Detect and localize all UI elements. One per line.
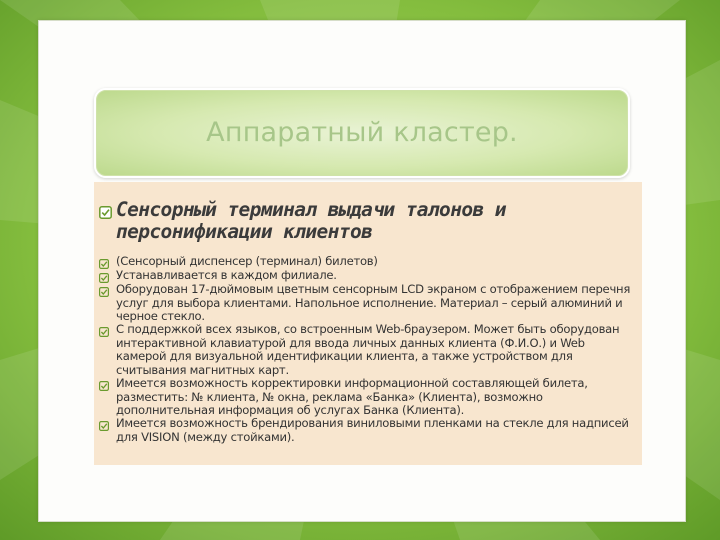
checkbox-bullet-icon bbox=[99, 287, 109, 300]
checkbox-bullet-icon bbox=[99, 381, 109, 394]
title-box bbox=[94, 88, 630, 178]
sub-bullet-text: Устанавливается в каждом филиале. bbox=[116, 268, 337, 282]
checkbox-bullet-icon bbox=[99, 206, 112, 222]
sub-bullet-text: Имеется возможность корректировки информационной составляющей билета, разместить: № клиента, № окна, реклама «Банка» (Клиента), возможно дополнительная информация об услугах Банка (Клиента). bbox=[116, 376, 588, 417]
sub-bullet-text: (Сенсорный диспенсер (терминал) билетов) bbox=[116, 254, 378, 268]
sub-bullet-text: С поддержкой всех языков, со встроенным Web-браузером. Может быть оборудован интерактивной клавиатурой для ввода личных данных клиента (Ф.И.О.) и Web камерой для визуальной идентификации клиента, а также устройством для считывания магнитных карт. bbox=[116, 322, 620, 377]
checkbox-bullet-icon bbox=[99, 421, 109, 434]
checkbox-bullet-icon bbox=[99, 273, 109, 286]
main-bullet-text: Сенсорный терминал выдачи талонов и персонификации клиентов bbox=[116, 198, 506, 243]
sub-bullet-text: Имеется возможность брендирования виниловыми пленками на стекле для надписей для VISION (между стойками). bbox=[116, 416, 629, 444]
checkbox-bullet-icon bbox=[99, 327, 109, 340]
checkbox-bullet-icon bbox=[99, 259, 109, 272]
sub-bullet-text: Оборудован 17-дюймовым цветным сенсорным LCD экраном с отображением перечня услуг для выбора клиентами. Напольное исполнение. Материал – серый алюминий и черное стекло. bbox=[116, 282, 631, 323]
slide-title: Аппаратный кластер. bbox=[206, 116, 518, 148]
